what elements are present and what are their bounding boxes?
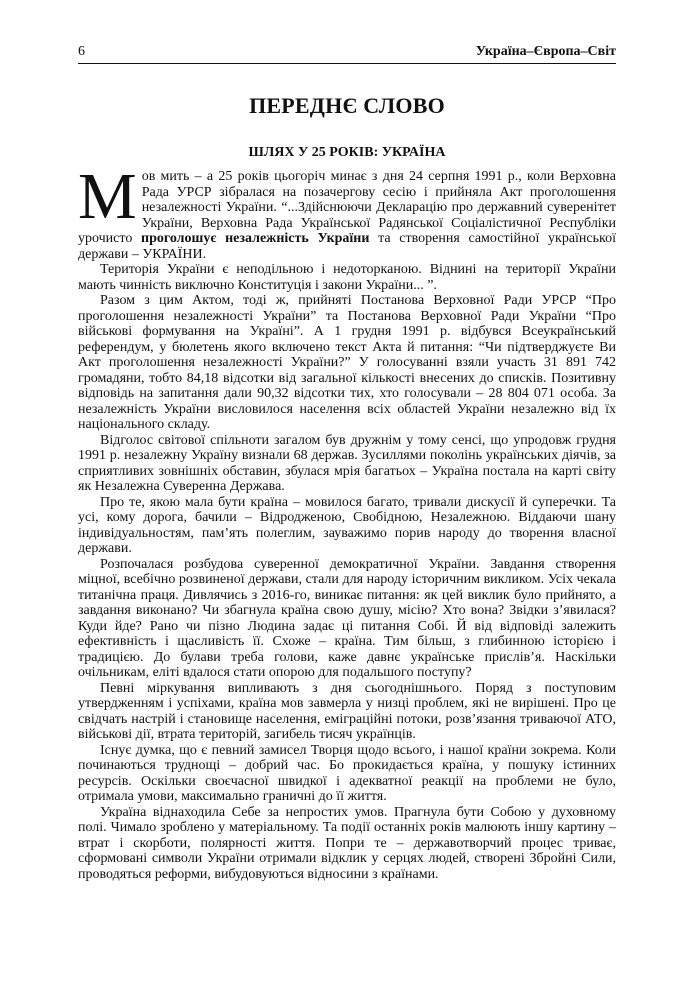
section-title: ШЛЯХ У 25 РОКІВ: УКРАЇНА bbox=[248, 145, 446, 160]
paragraph-2: Територія України є неподільною і недоторканою. Віднині на території України мають чинність виключно Конституція і закони України... ”. bbox=[78, 262, 616, 293]
paragraph-1 bbox=[78, 160, 617, 262]
paragraph-1-text: ов мить – а 25 років цьогоріч минає з дня 24 серпня 1991 р., коли Верховна Рада УРСР зібралася на позачергову сесію і прийняла Акт проголошення незалежності України. “...Здійснюючи Декларацію про державний суверенітет України, Верховна Рада Української Радянської Соціалістичної Республіки урочисто bbox=[78, 169, 616, 246]
paragraph-8: Існує думка, що є певний замисел Творця щодо всього, і нашої країни зокрема. Коли починаються труднощі – добрий час. Бо прокидається країна, у пошуку істинних ресурсів. Оскільки своєчасної швидкої і адекватної реакції на проблеми не було, отримала умови, максимально граничні до її життя. bbox=[78, 742, 616, 804]
paragraph-6: Розпочалася розбудова суверенної демократичної України. Завдання створення міцної, всебічно розвиненої держави, стали для народу історичним викликом. Усіх чекала титанічна праця. Дивлячись з 2016-го, виникає питання: як цей виклик було прийнято, а завдання виконано? Чи збагнула країна свою душу, місію? Хто вона? Звідки з’явилася? Куди йде? Рано чи пізно Людина задає ці питання Собі. Й від відповіді залежить ефективність і щасливість її. Схоже – країна. Тим більш, з глибинною історією і традицією. До булави треба голови, каже давнє українське прислів’я. Наскільки очільникам, еліті вдалося стати опорою для подальшого поступу? bbox=[78, 556, 616, 680]
article-body bbox=[78, 160, 617, 882]
foreword-title: ПЕРЕДНЄ СЛОВО bbox=[249, 93, 445, 118]
paragraph-7: Певні міркування випливають з дня сьогоднішнього. Поряд з поступовим утвердженням і успіхами, країна мов завмерла у низці проблем, які не вирішені. Про це свідчать настрій і становище населення, еміграційні потоки, розв’язання триваючої АТО, військові дії, втрата територій, загибель тисяч українців. bbox=[78, 680, 616, 742]
page-number: 6 bbox=[78, 44, 85, 59]
paragraph-5: Про те, якою мала бути країна – мовилося багато, тривали дискусії й суперечки. Та усі, кому дорога, бачили – Відродженою, Свобідною, Незалежною. Віддаючи шану індивідуальностям, пам’ять полеглим, зауважимо порив народу до творення власної держави. bbox=[78, 494, 616, 556]
drop-cap: М bbox=[78, 160, 137, 233]
paragraph-1-emphasis: проголошує незалежність України bbox=[141, 231, 370, 246]
paragraph-9: Україна віднаходила Себе за непростих умов. Прагнула бути Собою у духовному полі. Чимало зроблено у матеріальному. Та події останніх років малюють іншу картину – втрат і скорботи, полярності життя. Попри те – державотворчий процес триває, сформовані символи України отримали відклик у серцях людей, створені Збройні Сили, проводяться реформи, вибудовуються відносини з країнами. bbox=[78, 804, 616, 882]
paragraph-3: Разом з цим Актом, тоді ж, прийняті Постанова Верховної Ради УРСР “Про проголошення незалежності України” та Постанова Верховної Ради України “Про військові формування на Україні”. А 1 грудня 1991 р. відбувся Всеукраїнський референдум, у бюлетень якого включено текст Акта й питання: “Чи підтверджуєте Ви Акт проголошення незалежності України?” У голосуванні взяли участь 31 891 742 громадяни, тобто 84,18 відсотки від загальної кількості внесених до списків. Позитивну відповідь на запитання дали 90,32 відсотки тих, хто голосували – 28 804 071 особа. За незалежність України висловилося населення всіх областей України незалежно від їх національного складу. bbox=[78, 293, 616, 432]
paragraph-1-tail: та створення самостійної української держави – УКРАЇНИ. bbox=[78, 231, 617, 262]
page bbox=[78, 44, 616, 882]
paragraph-4: Відголос світової спільноти загалом був дружнім у тому сенсі, що упродовж грудня 1991 р. незалежну Україну визнали 68 держав. Зусиллями поколінь українських діячів, за сприятливих зовнішніх обставин, збулася мрія багатьох – Україна постала на карті світу як Незалежна Суверенна Держава. bbox=[78, 432, 616, 494]
running-header bbox=[78, 44, 616, 64]
running-title: Україна–Європа–Світ bbox=[475, 44, 616, 59]
